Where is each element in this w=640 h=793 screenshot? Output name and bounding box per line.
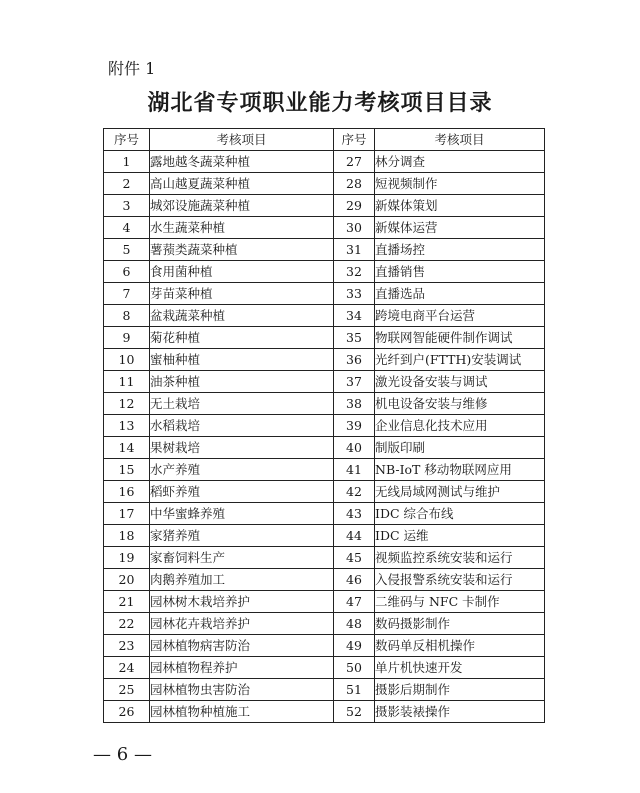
table-row <box>104 591 545 613</box>
table-header-row <box>104 129 545 151</box>
table-row <box>104 657 545 679</box>
attachment-label: 附件 1 <box>108 59 156 78</box>
table-row <box>104 173 545 195</box>
row-number: 45 <box>334 547 375 569</box>
table-row <box>104 371 545 393</box>
row-number: 9 <box>104 327 150 349</box>
item-name: 光纤到户(FTTH)安装调试 <box>375 349 545 371</box>
table-row <box>104 195 545 217</box>
row-number: 46 <box>334 569 375 591</box>
catalog-table <box>103 128 545 723</box>
row-number: 14 <box>104 437 150 459</box>
table-row <box>104 503 545 525</box>
table-row <box>104 679 545 701</box>
column-header-number: 序号 <box>334 129 375 151</box>
row-number: 17 <box>104 503 150 525</box>
item-name: 油茶种植 <box>150 371 334 393</box>
table-row <box>104 569 545 591</box>
item-name: 视频监控系统安装和运行 <box>375 547 545 569</box>
item-name: 食用菌种植 <box>150 261 334 283</box>
item-name: 稻虾养殖 <box>150 481 334 503</box>
item-name: 物联网智能硬件制作调试 <box>375 327 545 349</box>
row-number: 39 <box>334 415 375 437</box>
table-row <box>104 151 545 173</box>
document-title: 湖北省专项职业能力考核项目目录 <box>147 90 493 116</box>
row-number: 1 <box>104 151 150 173</box>
row-number: 13 <box>104 415 150 437</box>
column-header-item: 考核项目 <box>375 129 545 151</box>
item-name: 直播销售 <box>375 261 545 283</box>
item-name: 园林花卉栽培养护 <box>150 613 334 635</box>
table-row <box>104 305 545 327</box>
item-name: 园林植物病害防治 <box>150 635 334 657</box>
row-number: 26 <box>104 701 150 723</box>
item-name: 短视频制作 <box>375 173 545 195</box>
item-name: 新媒体运营 <box>375 217 545 239</box>
row-number: 12 <box>104 393 150 415</box>
item-name: 数码摄影制作 <box>375 613 545 635</box>
row-number: 6 <box>104 261 150 283</box>
table-row <box>104 393 545 415</box>
item-name: 单片机快速开发 <box>375 657 545 679</box>
table-row <box>104 217 545 239</box>
item-name: 园林植物程养护 <box>150 657 334 679</box>
item-name: 园林植物种植施工 <box>150 701 334 723</box>
table-row <box>104 261 545 283</box>
item-name: 入侵报警系统安装和运行 <box>375 569 545 591</box>
row-number: 38 <box>334 393 375 415</box>
row-number: 48 <box>334 613 375 635</box>
row-number: 27 <box>334 151 375 173</box>
item-name: 企业信息化技术应用 <box>375 415 545 437</box>
row-number: 21 <box>104 591 150 613</box>
table-row <box>104 701 545 723</box>
column-header-number: 序号 <box>104 129 150 151</box>
item-name: 芽苗菜种植 <box>150 283 334 305</box>
table-row <box>104 283 545 305</box>
table-row <box>104 613 545 635</box>
table-row <box>104 327 545 349</box>
table-row <box>104 635 545 657</box>
item-name: 盆栽蔬菜种植 <box>150 305 334 327</box>
table-row <box>104 547 545 569</box>
row-number: 29 <box>334 195 375 217</box>
row-number: 5 <box>104 239 150 261</box>
page-number: — 6 — <box>93 744 152 765</box>
row-number: 42 <box>334 481 375 503</box>
item-name: 摄影后期制作 <box>375 679 545 701</box>
row-number: 41 <box>334 459 375 481</box>
item-name: 果树栽培 <box>150 437 334 459</box>
row-number: 23 <box>104 635 150 657</box>
row-number: 3 <box>104 195 150 217</box>
item-name: 家畜饲料生产 <box>150 547 334 569</box>
item-name: 二维码与 NFC 卡制作 <box>375 591 545 613</box>
column-header-item: 考核项目 <box>150 129 334 151</box>
row-number: 16 <box>104 481 150 503</box>
row-number: 35 <box>334 327 375 349</box>
table-row <box>104 349 545 371</box>
item-name: 无线局域网测试与维护 <box>375 481 545 503</box>
row-number: 30 <box>334 217 375 239</box>
item-name: 高山越夏蔬菜种植 <box>150 173 334 195</box>
row-number: 25 <box>104 679 150 701</box>
row-number: 15 <box>104 459 150 481</box>
row-number: 36 <box>334 349 375 371</box>
item-name: 水产养殖 <box>150 459 334 481</box>
row-number: 19 <box>104 547 150 569</box>
table-row <box>104 459 545 481</box>
row-number: 18 <box>104 525 150 547</box>
table-row <box>104 239 545 261</box>
row-number: 28 <box>334 173 375 195</box>
item-name: 新媒体策划 <box>375 195 545 217</box>
row-number: 51 <box>334 679 375 701</box>
row-number: 37 <box>334 371 375 393</box>
item-name: 林分调查 <box>375 151 545 173</box>
row-number: 49 <box>334 635 375 657</box>
item-name: 家猪养殖 <box>150 525 334 547</box>
table-row <box>104 481 545 503</box>
row-number: 33 <box>334 283 375 305</box>
item-name: 薯蓣类蔬菜种植 <box>150 239 334 261</box>
item-name: 园林树木栽培养护 <box>150 591 334 613</box>
table-row <box>104 415 545 437</box>
item-name: 菊花种植 <box>150 327 334 349</box>
table-row <box>104 437 545 459</box>
item-name: 制版印刷 <box>375 437 545 459</box>
item-name: IDC 运维 <box>375 525 545 547</box>
row-number: 40 <box>334 437 375 459</box>
row-number: 4 <box>104 217 150 239</box>
item-name: 园林植物虫害防治 <box>150 679 334 701</box>
row-number: 7 <box>104 283 150 305</box>
row-number: 32 <box>334 261 375 283</box>
item-name: 直播场控 <box>375 239 545 261</box>
item-name: NB-IoT 移动物联网应用 <box>375 459 545 481</box>
row-number: 22 <box>104 613 150 635</box>
item-name: 激光设备安装与调试 <box>375 371 545 393</box>
item-name: 肉鹅养殖加工 <box>150 569 334 591</box>
item-name: 露地越冬蔬菜种植 <box>150 151 334 173</box>
item-name: 城郊设施蔬菜种植 <box>150 195 334 217</box>
row-number: 10 <box>104 349 150 371</box>
item-name: 摄影装裱操作 <box>375 701 545 723</box>
item-name: 直播选品 <box>375 283 545 305</box>
item-name: 跨境电商平台运营 <box>375 305 545 327</box>
row-number: 43 <box>334 503 375 525</box>
item-name: 蜜柚种植 <box>150 349 334 371</box>
table-body <box>104 151 545 723</box>
item-name: IDC 综合布线 <box>375 503 545 525</box>
item-name: 中华蜜蜂养殖 <box>150 503 334 525</box>
row-number: 24 <box>104 657 150 679</box>
row-number: 50 <box>334 657 375 679</box>
row-number: 47 <box>334 591 375 613</box>
row-number: 20 <box>104 569 150 591</box>
row-number: 2 <box>104 173 150 195</box>
row-number: 44 <box>334 525 375 547</box>
row-number: 31 <box>334 239 375 261</box>
item-name: 机电设备安装与维修 <box>375 393 545 415</box>
item-name: 水生蔬菜种植 <box>150 217 334 239</box>
item-name: 数码单反相机操作 <box>375 635 545 657</box>
table-row <box>104 525 545 547</box>
item-name: 无土栽培 <box>150 393 334 415</box>
row-number: 52 <box>334 701 375 723</box>
row-number: 8 <box>104 305 150 327</box>
item-name: 水稻栽培 <box>150 415 334 437</box>
row-number: 34 <box>334 305 375 327</box>
row-number: 11 <box>104 371 150 393</box>
